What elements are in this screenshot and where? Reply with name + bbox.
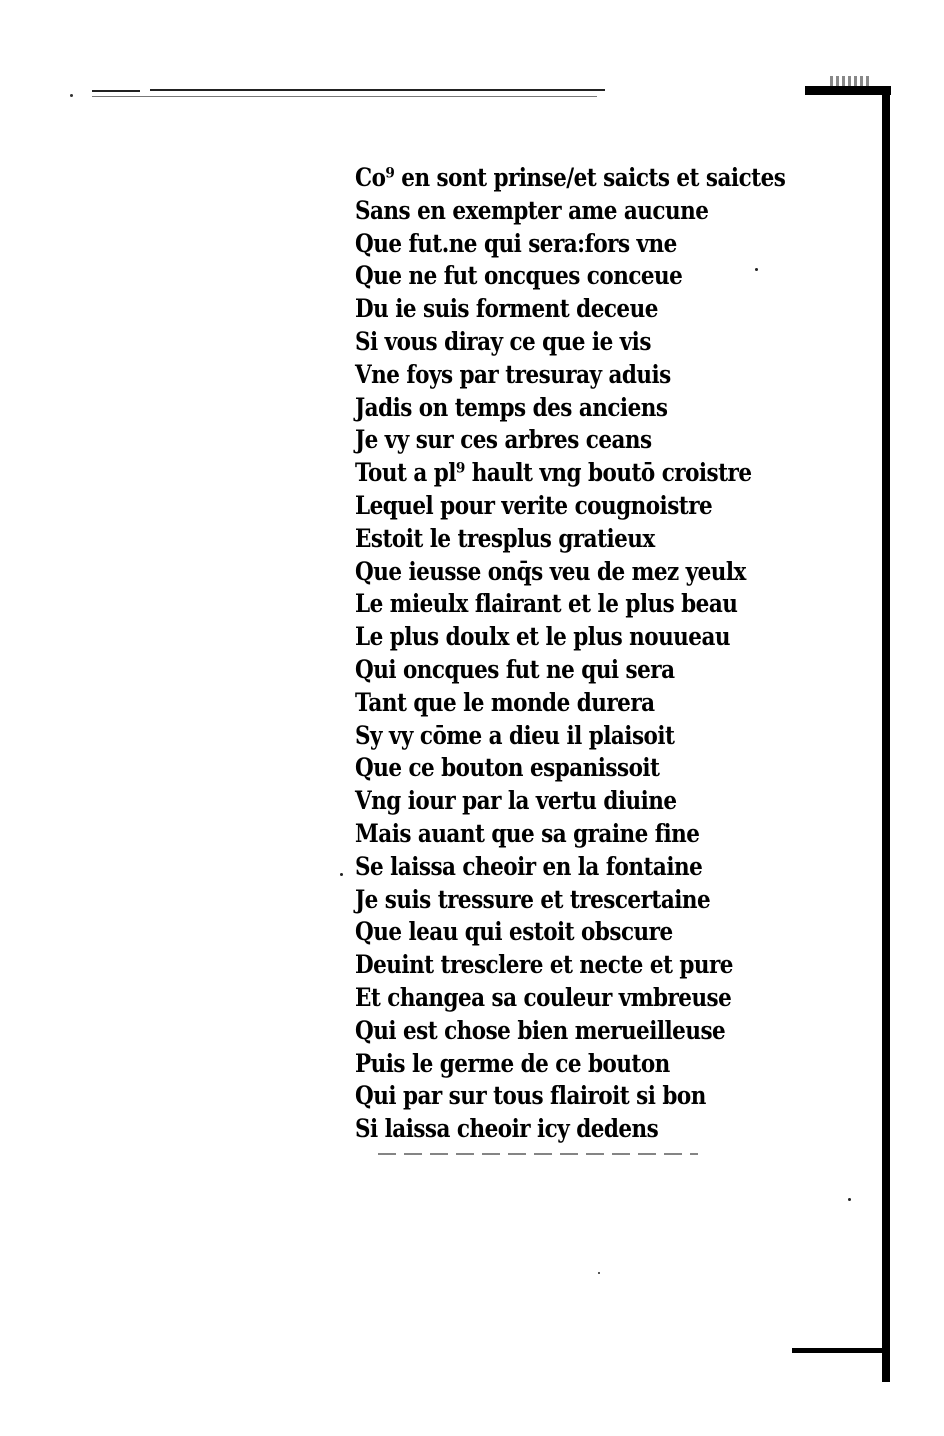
verse-line: Qui oncques fut ne qui sera [355, 654, 675, 684]
scan-underline-artifact [378, 1153, 698, 1155]
verse-line: Vne foys par tresuray aduis [355, 359, 671, 389]
verse-line: Co⁹ en sont prinse/et saicts et saictes [355, 163, 786, 192]
verse-line: Et changea sa couleur vmbreuse [355, 982, 732, 1012]
verse-line: Que ne fut oncques conceue [355, 261, 683, 291]
verse-line: Je vy sur ces arbres ceans [355, 425, 652, 455]
verse-line: Sans en exempter ame aucune [355, 195, 709, 225]
verse-line: Se laissa cheoir en la fontaine [355, 851, 703, 881]
top-rule-line [92, 90, 140, 92]
verse-line: Du ie suis forment deceue [355, 294, 658, 324]
verse-line: Le plus doulx et le plus nouueau [355, 622, 731, 652]
scan-speck [848, 1198, 851, 1201]
scan-speck [340, 873, 343, 876]
verse-line: Estoit le tresplus gratieux [355, 523, 655, 553]
verse-line: Tout a pl⁹ hault vng boutō croistre [355, 458, 752, 488]
verse-text-block [355, 162, 855, 1146]
verse-line: Vng iour par la vertu diuine [355, 786, 677, 816]
verse-line: Tant que le monde durera [355, 687, 655, 717]
scan-speck [598, 1272, 600, 1274]
scan-speck [70, 94, 73, 97]
verse-line: Qui par sur tous flairoit si bon [355, 1081, 706, 1111]
top-rule-line [150, 89, 605, 91]
verse-line: Puis le germe de ce bouton [355, 1048, 670, 1078]
verse-line: Je suis tressure et trescertaine [355, 884, 711, 914]
page-edge-top [805, 86, 891, 95]
scan-artifact [830, 76, 870, 86]
verse-line: Que leau qui estoit obscure [355, 917, 673, 947]
verse-line: Le mieulx flairant et le plus beau [355, 589, 738, 619]
verse-line: Si laissa cheoir icy dedens [355, 1114, 659, 1144]
verse-line: Qui est chose bien merueilleuse [355, 1015, 726, 1045]
verse-line: Deuint tresclere et necte et pure [355, 950, 733, 980]
verse-line: Jadis on temps des anciens [355, 392, 668, 422]
verse-line: Que ce bouton espanissoit [355, 753, 660, 783]
page-edge-right [882, 92, 890, 1382]
verse-line: Sy vy cōme a dieu il plaisoit [355, 720, 675, 750]
verse-line: Mais auant que sa graine fine [355, 818, 700, 848]
verse-line: Lequel pour verite cougnoistre [355, 490, 713, 520]
page-edge-bottom-mark [792, 1348, 890, 1353]
verse-line: Que ieusse onq̄s veu de mez yeulx [355, 556, 746, 586]
verse-line: Si vous diray ce que ie vis [355, 326, 651, 356]
top-rule-line [92, 96, 597, 97]
verse-line: Que fut.ne qui sera:fors vne [355, 228, 677, 258]
